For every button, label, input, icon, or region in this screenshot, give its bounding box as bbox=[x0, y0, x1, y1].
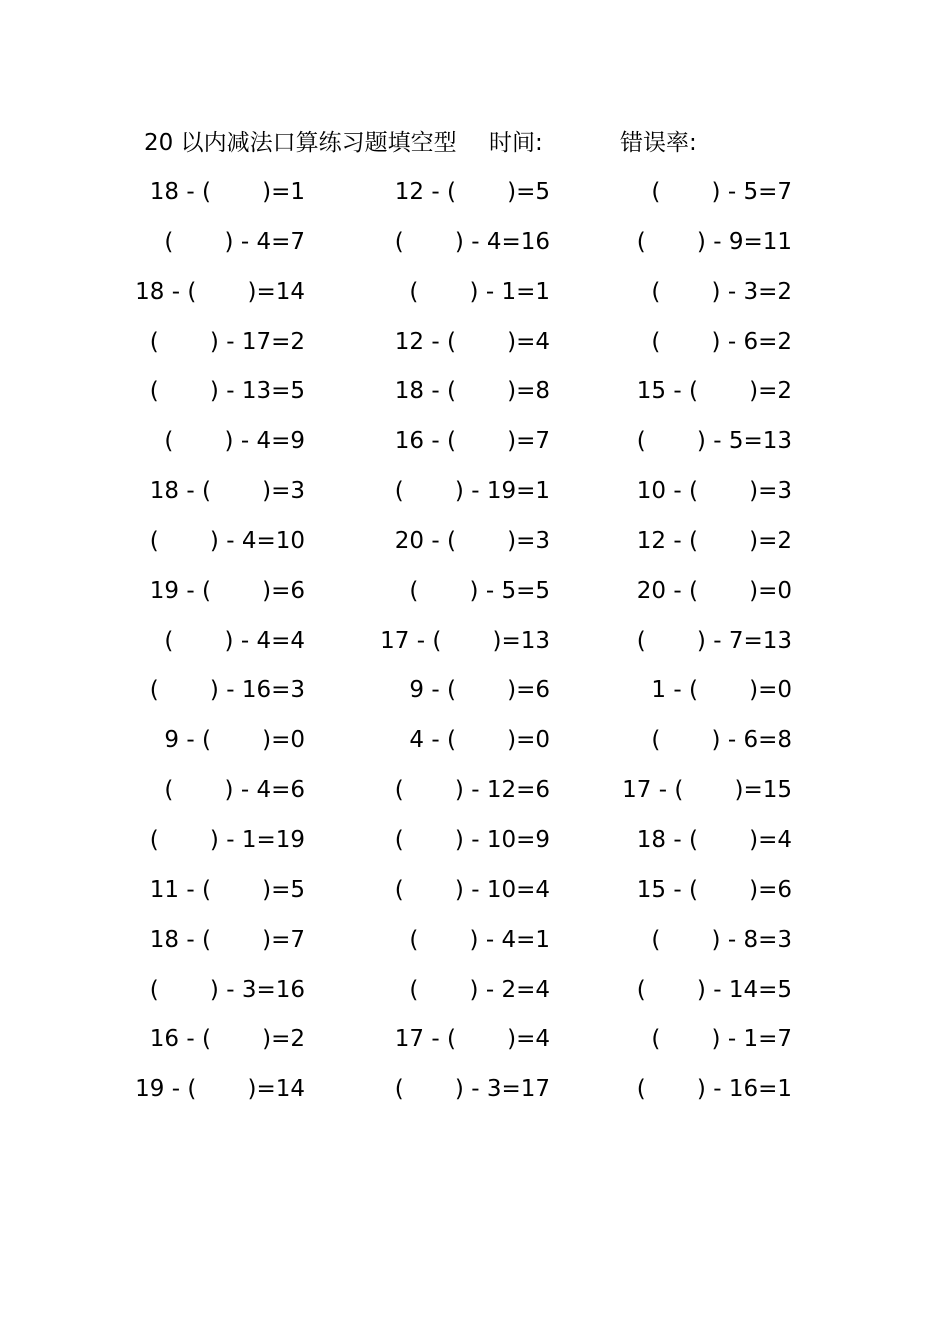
problem-item: 19 - ( )=14 bbox=[135, 1076, 305, 1103]
problem-row bbox=[0, 526, 950, 576]
problem-item: ( ) - 4=1 bbox=[409, 926, 550, 953]
problem-item: ( ) - 4=16 bbox=[394, 228, 550, 255]
problem-item: ( ) - 2=4 bbox=[409, 976, 550, 1003]
problem-item: 20 - ( )=0 bbox=[636, 577, 792, 604]
problem-row bbox=[0, 975, 950, 1025]
problem-row bbox=[0, 177, 950, 227]
problem-row bbox=[0, 227, 950, 277]
problem-item: 18 - ( )=7 bbox=[149, 926, 305, 953]
problem-item: 1 - ( )=0 bbox=[651, 677, 792, 704]
problem-item: 16 - ( )=7 bbox=[394, 428, 550, 455]
problem-row bbox=[0, 1024, 950, 1074]
problem-item: 18 - ( )=14 bbox=[135, 278, 305, 305]
problem-item: ( ) - 13=5 bbox=[149, 378, 305, 405]
problem-row bbox=[0, 327, 950, 377]
problem-row bbox=[0, 376, 950, 426]
problem-item: 4 - ( )=0 bbox=[409, 727, 550, 754]
problem-item: 17 - ( )=15 bbox=[622, 777, 792, 804]
problem-item: ( ) - 8=3 bbox=[651, 926, 792, 953]
problem-item: ( ) - 6=2 bbox=[651, 328, 792, 355]
problem-item: ( ) - 5=7 bbox=[651, 179, 792, 205]
problem-item: ( ) - 19=1 bbox=[394, 478, 550, 505]
problem-row bbox=[0, 875, 950, 925]
problem-row bbox=[0, 775, 950, 825]
error-rate-label: 错误率: bbox=[620, 130, 697, 156]
problem-row bbox=[0, 725, 950, 775]
problem-item: ( ) - 10=4 bbox=[394, 876, 550, 903]
problem-item: ( ) - 3=2 bbox=[651, 278, 792, 305]
problem-item: 17 - ( )=4 bbox=[394, 1026, 550, 1053]
problem-item: ( ) - 4=6 bbox=[164, 777, 305, 804]
problem-item: 18 - ( )=3 bbox=[149, 478, 305, 505]
problem-grid bbox=[0, 177, 950, 1124]
problem-item: ( ) - 4=10 bbox=[149, 527, 305, 554]
problem-item: ( ) - 1=19 bbox=[149, 826, 305, 853]
problem-item: 18 - ( )=4 bbox=[636, 826, 792, 853]
problem-row bbox=[0, 426, 950, 476]
problem-item: 18 - ( )=8 bbox=[394, 378, 550, 405]
problem-row bbox=[0, 626, 950, 676]
worksheet-title: 20 以内减法口算练习题填空型 bbox=[144, 130, 457, 156]
problem-item: ( ) - 14=5 bbox=[636, 976, 792, 1003]
time-label: 时间: bbox=[489, 130, 543, 156]
problem-row bbox=[0, 925, 950, 975]
problem-item: ( ) - 6=8 bbox=[651, 727, 792, 754]
problem-item: 20 - ( )=3 bbox=[394, 527, 550, 554]
problem-item: ( ) - 16=1 bbox=[636, 1076, 792, 1103]
problem-item: ( ) - 1=7 bbox=[651, 1026, 792, 1053]
problem-row bbox=[0, 576, 950, 626]
problem-item: ( ) - 1=1 bbox=[409, 278, 550, 305]
problem-item: 12 - ( )=5 bbox=[394, 179, 550, 205]
problem-item: ( ) - 10=9 bbox=[394, 826, 550, 853]
problem-item: ( ) - 7=13 bbox=[636, 627, 792, 654]
problem-item: ( ) - 9=11 bbox=[636, 228, 792, 255]
problem-item: ( ) - 3=17 bbox=[394, 1076, 550, 1103]
worksheet-header bbox=[144, 128, 764, 158]
problem-item: 18 - ( )=1 bbox=[149, 179, 305, 205]
problem-item: 19 - ( )=6 bbox=[149, 577, 305, 604]
problem-item: 11 - ( )=5 bbox=[149, 876, 305, 903]
problem-item: ( ) - 4=4 bbox=[164, 627, 305, 654]
problem-item: ( ) - 3=16 bbox=[149, 976, 305, 1003]
problem-row bbox=[0, 277, 950, 327]
problem-item: 10 - ( )=3 bbox=[636, 478, 792, 505]
problem-item: ( ) - 16=3 bbox=[149, 677, 305, 704]
problem-item: 12 - ( )=2 bbox=[636, 527, 792, 554]
problem-row bbox=[0, 825, 950, 875]
problem-row bbox=[0, 476, 950, 526]
problem-item: ( ) - 4=9 bbox=[164, 428, 305, 455]
problem-row bbox=[0, 1074, 950, 1124]
problem-item: 16 - ( )=2 bbox=[149, 1026, 305, 1053]
problem-row bbox=[0, 675, 950, 725]
problem-item: 15 - ( )=2 bbox=[636, 378, 792, 405]
problem-item: ( ) - 5=5 bbox=[409, 577, 550, 604]
problem-item: 9 - ( )=0 bbox=[164, 727, 305, 754]
problem-item: 15 - ( )=6 bbox=[636, 876, 792, 903]
problem-item: 12 - ( )=4 bbox=[394, 328, 550, 355]
problem-item: 9 - ( )=6 bbox=[409, 677, 550, 704]
problem-item: ( ) - 5=13 bbox=[636, 428, 792, 455]
problem-item: 17 - ( )=13 bbox=[380, 627, 550, 654]
problem-item: ( ) - 4=7 bbox=[164, 228, 305, 255]
problem-item: ( ) - 17=2 bbox=[149, 328, 305, 355]
problem-item: ( ) - 12=6 bbox=[394, 777, 550, 804]
